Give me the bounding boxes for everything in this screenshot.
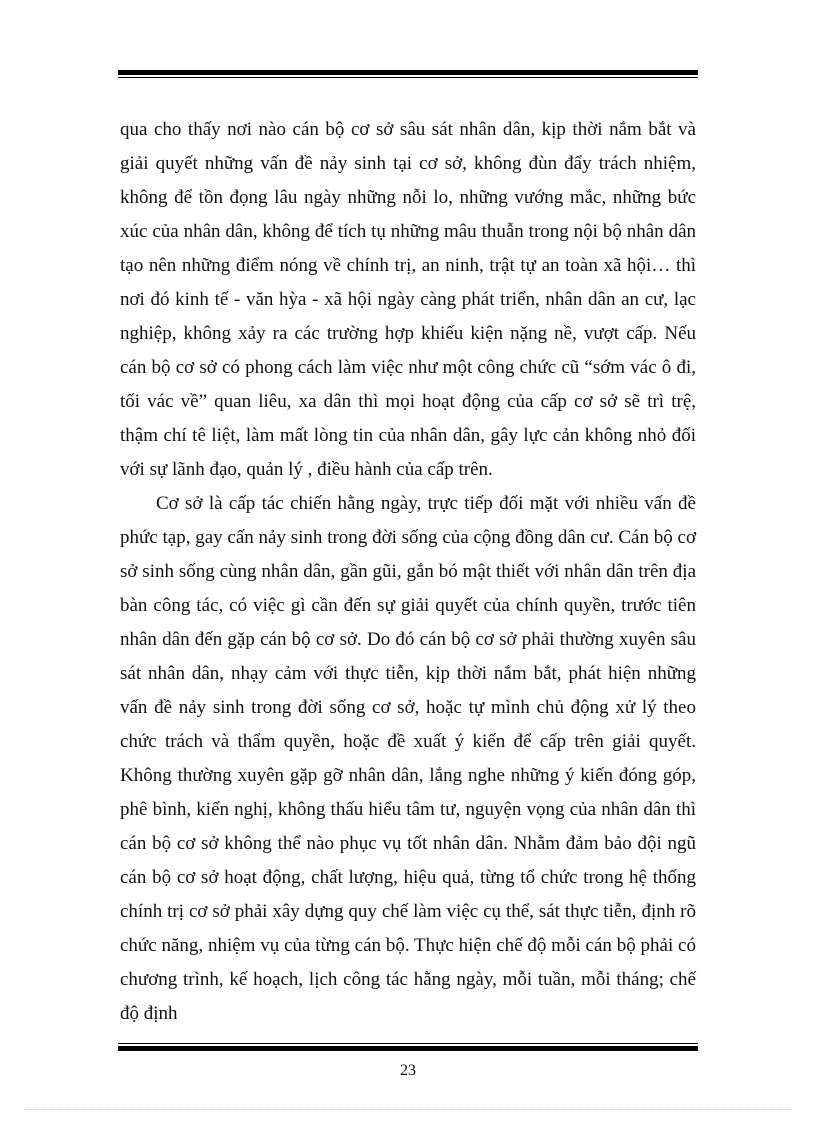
footer-rule-thin-line [118,1043,698,1044]
paragraph-continuation: qua cho thấy nơi nào cán bộ cơ sở sâu sát nhân dân, kịp thời nắm bắt và giải quyết những vấn đề nảy sinh tại cơ sở, không đùn đẩy trách nhiệm, không để tồn đọng lâu ngày những nỗi lo, những vướng mắc, những bức xúc của nhân dân, không để tích tụ những mâu thuẫn trong nội bộ nhân dân tạo nên những điểm nóng về chính trị, an ninh, trật tự an toàn xã hội… thì nơi đó kinh tế - văn hỳa - xã hội ngày càng phát triển, nhân dân an cư, lạc nghiệp, không xảy ra các trường hợp khiếu kiện nặng nề, vượt cấp. Nếu cán bộ cơ sở có phong cách làm việc như một công chức cũ “sớm vác ô đi, tối vác về” quan liêu, xa dân thì mọi hoạt động của cấp cơ sở sẽ trì trệ, thậm chí tê liệt, làm mất lòng tin của nhân dân, gây lực cản không nhỏ đối với sự lãnh đạo, quản lý , điều hành của cấp trên. [120,119,696,480]
footer-rule-thick-line [118,1046,698,1051]
footer-rule [118,1043,698,1052]
page-number: 23 [400,1062,416,1079]
header-rule [118,70,698,79]
paragraph: Cơ sở là cấp tác chiến hằng ngày, trực tiếp đối mặt với nhiều vấn đề phức tạp, gay cấn nảy sinh trong đời sống của cộng đồng dân cư. Cán bộ cơ sở sinh sống cùng nhân dân, gần gũi, gắn bó mật thiết với nhân dân trên địa bàn công tác, có việc gì cần đến sự giải quyết của chính quyền, trước tiên nhân dân đến gặp cán bộ cơ sở. Do đó cán bộ cơ sở phải thường xuyên sâu sát nhân dân, nhạy cảm với thực tiễn, kịp thời nắm bắt, phát hiện những vấn đề nảy sinh trong đời sống cơ sở, hoặc tự mình chủ động xử lý theo chức trách và thẩm quyền, hoặc đề xuất ý kiến để cấp trên giải quyết. Không thường xuyên gặp gỡ nhân dân, lắng nghe những ý kiến đóng góp, phê bình, kiến nghị, không thấu hiểu tâm tư, nguyện vọng của nhân dân thì cán bộ cơ sở không thể nào phục vụ tốt nhân dân. Nhằm đảm bảo đội ngũ cán bộ cơ sở hoạt động, chất lượng, hiệu quả, từng tổ chức trong hệ thống chính trị cơ sở phải xây dựng quy chế làm việc cụ thể, sát thực tiễn, định rõ chức năng, nhiệm vụ của từng cán bộ. Thực hiện chế độ mỗi cán bộ phải có chương trình, kế hoạch, lịch công tác hằng ngày, mỗi tuần, mỗi tháng; chế độ định [120,493,696,1024]
page-bottom-dotted-border [24,1109,792,1110]
header-rule-thin-line [118,77,698,78]
header-rule-thick-line [118,70,698,75]
page-body [120,113,696,1031]
